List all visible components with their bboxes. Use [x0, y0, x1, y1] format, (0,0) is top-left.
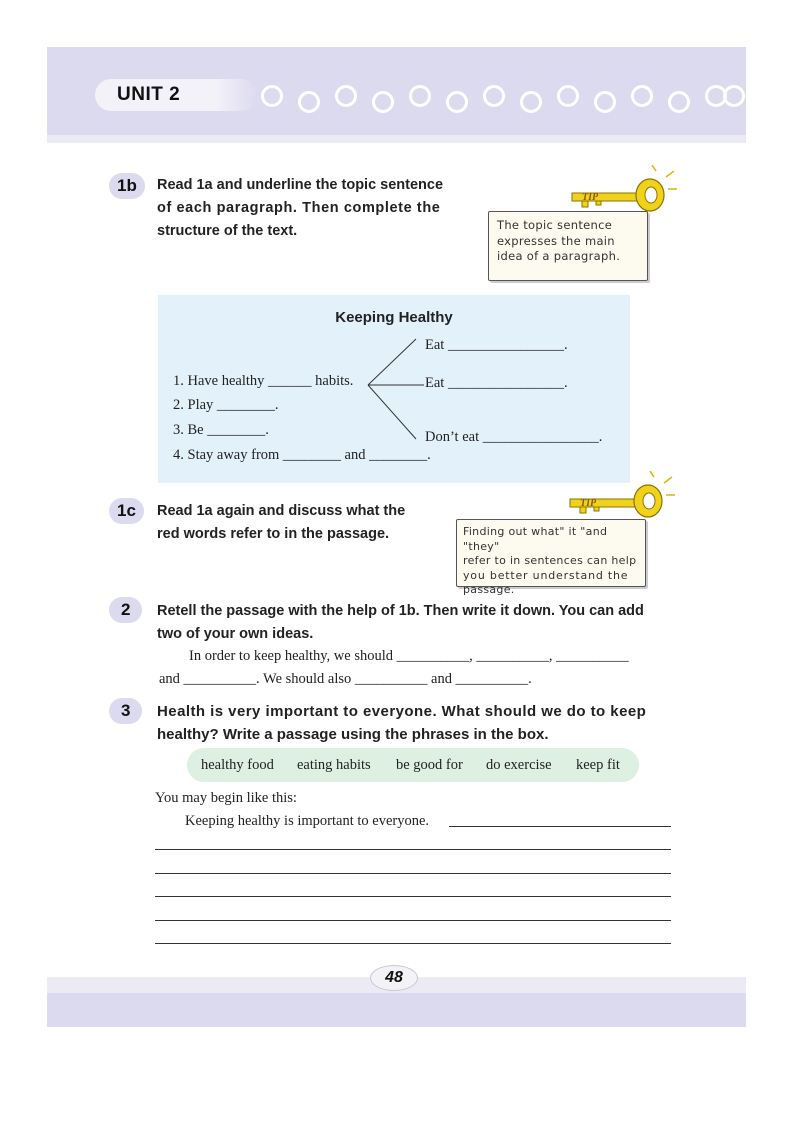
- page-number: 48: [370, 965, 418, 991]
- diagram-item-1: 1. Have healthy ______ habits.: [173, 373, 354, 389]
- branch-lines: [366, 335, 428, 447]
- instruction-2: [157, 600, 644, 646]
- key-icon: [568, 165, 678, 221]
- ring-icon: [446, 91, 468, 113]
- ring-icon: [409, 85, 431, 107]
- instruction-line: Read 1a and underline the topic sentence: [157, 177, 444, 193]
- instruction-line: Health is very important to everyone. What should we do to keep: [157, 703, 647, 720]
- instruction-3: [157, 700, 646, 746]
- ring-icon: [631, 85, 653, 107]
- instruction-line: Retell the passage with the help of 1b. Then write it down. You can add: [157, 603, 644, 619]
- ring-icon: [483, 85, 505, 107]
- instruction-line: structure of the text.: [157, 223, 298, 239]
- diagram-item-3: 3. Be ________.: [173, 422, 269, 438]
- tip-line: idea of a paragraph.: [497, 249, 621, 263]
- ring-icon: [594, 91, 616, 113]
- branch-1: Eat ________________.: [425, 337, 568, 353]
- instruction-1c: [157, 500, 405, 546]
- ring-icon: [668, 91, 690, 113]
- instruction-line: of each paragraph. Then complete the: [157, 200, 441, 216]
- instruction-1b: [157, 174, 443, 243]
- header-strip: [47, 135, 746, 143]
- exercise-badge-3: 3: [109, 698, 142, 724]
- tip-line: expresses the main: [497, 233, 615, 248]
- exercise-badge-1b: 1b: [109, 173, 145, 199]
- unit-title: UNIT 2: [117, 84, 181, 105]
- exercise-badge-2: 2: [109, 597, 142, 623]
- begin-label: You may begin like this:: [155, 790, 297, 806]
- footer-band: [47, 993, 746, 1027]
- instruction-line: red words refer to in the passage.: [157, 526, 390, 542]
- ring-icon: [335, 85, 357, 107]
- ring-icon: [557, 85, 579, 107]
- writing-line: [155, 849, 671, 850]
- retell-line-1: In order to keep healthy, we should __________, __________, __________: [189, 648, 629, 664]
- key-icon: [566, 471, 676, 527]
- tip-line: passage.: [463, 583, 515, 596]
- phrase-box: [187, 748, 639, 782]
- instruction-line: Read 1a again and discuss what the: [157, 503, 406, 519]
- ring-icon: [298, 91, 320, 113]
- tip-line: The topic sentence: [497, 218, 613, 232]
- instruction-line: two of your own ideas.: [157, 626, 314, 642]
- writing-line: [449, 826, 671, 827]
- textbook-page: [47, 47, 746, 1027]
- phrase-item: healthy food: [201, 757, 274, 773]
- tip-label: TIP: [582, 192, 599, 203]
- phrase-item: do exercise: [486, 757, 552, 773]
- tip-box-1c: [456, 519, 646, 596]
- writing-line: [155, 873, 671, 874]
- diagram-title: Keeping Healthy: [335, 309, 453, 326]
- tip-label: TIP: [580, 498, 597, 509]
- phrase-item: eating habits: [297, 757, 371, 773]
- phrase-item: keep fit: [576, 757, 620, 773]
- writing-line: [155, 920, 671, 921]
- ring-icon: [723, 85, 745, 107]
- tip-line: Finding out what" it "and "they": [463, 525, 608, 553]
- instruction-line: healthy? Write a passage using the phrases in the box.: [157, 726, 549, 743]
- keeping-healthy-box: [158, 295, 630, 483]
- ring-icon: [261, 85, 283, 107]
- branch-3: Don’t eat ________________.: [425, 429, 603, 445]
- ring-icon: [520, 91, 542, 113]
- writing-line: [155, 943, 671, 944]
- tip-line: you better understand the: [463, 568, 629, 582]
- phrase-item: be good for: [396, 757, 463, 773]
- tip-line: refer to in sentences can help: [463, 554, 637, 567]
- retell-line-2: and __________. We should also __________ and __________.: [159, 671, 532, 687]
- begin-text: Keeping healthy is important to everyone.: [185, 813, 430, 829]
- diagram-item-4: 4. Stay away from ________ and ________.: [173, 447, 431, 463]
- exercise-badge-1c: 1c: [109, 498, 144, 524]
- tip-box-1b: [488, 211, 648, 281]
- ring-icon: [372, 91, 394, 113]
- writing-line: [155, 896, 671, 897]
- branch-2: Eat ________________.: [425, 375, 568, 391]
- diagram-item-2: 2. Play ________.: [173, 397, 279, 413]
